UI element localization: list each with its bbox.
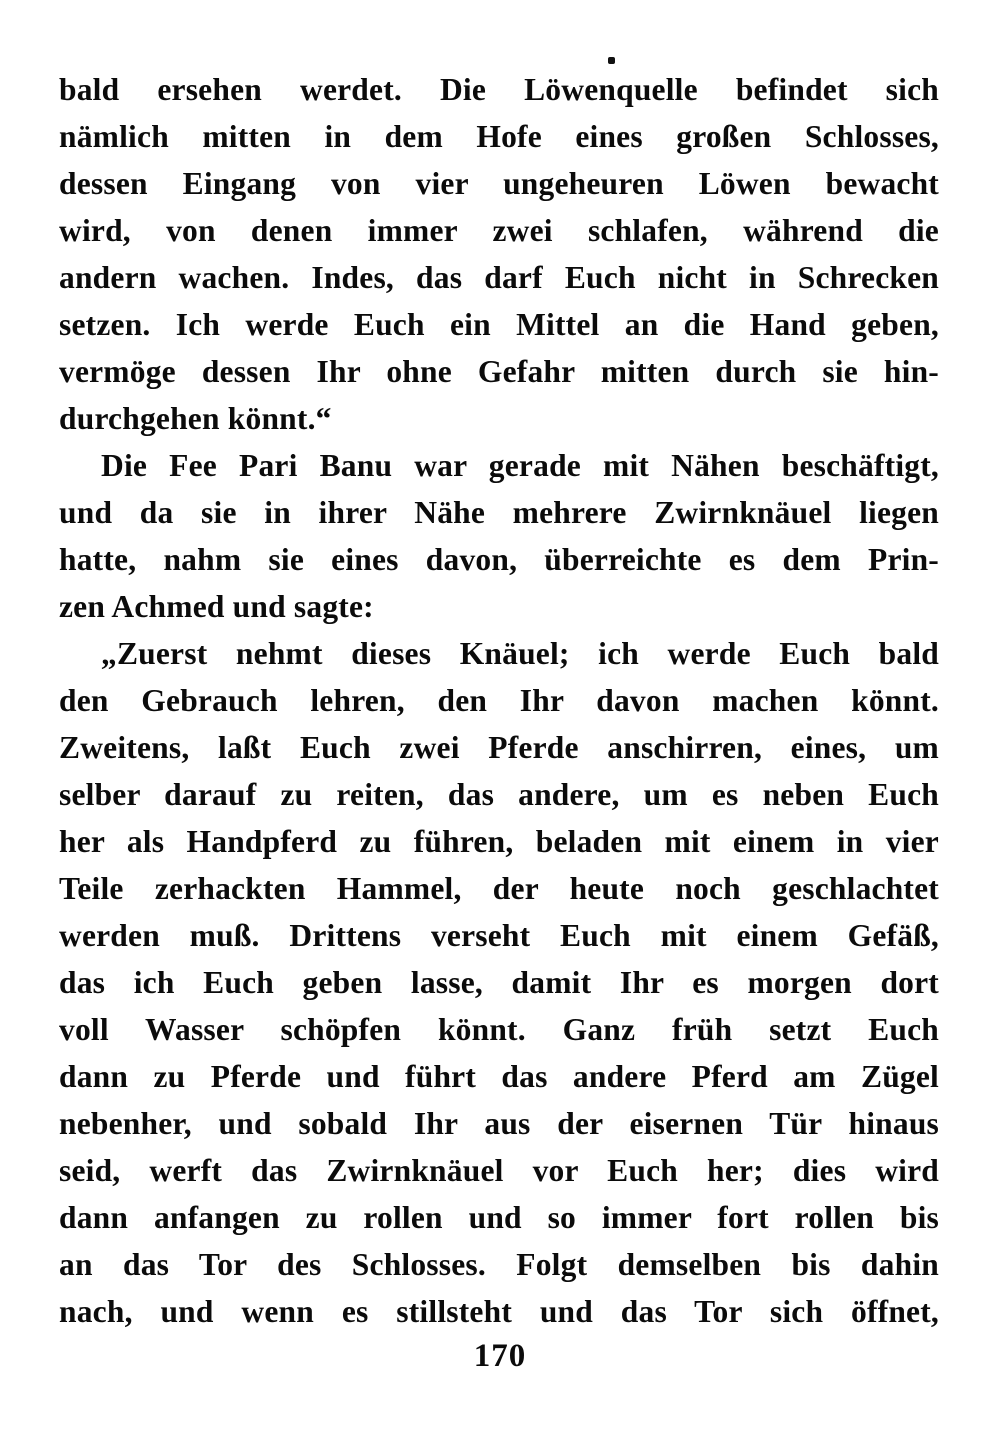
text-line: Zweitens, laßt Euch zwei Pferde anschirren, eines, um [59, 730, 939, 765]
text-line: dann anfangen zu rollen und so immer fort rollen bis [59, 1200, 939, 1235]
text-line: den Gebrauch lehren, den Ihr davon machen könnt. [59, 683, 939, 718]
text-line: das ich Euch geben lasse, damit Ihr es morgen dort [59, 965, 939, 1000]
text-line: Die Fee Pari Banu war gerade mit Nähen beschäftigt, [101, 448, 939, 483]
text-line: zen Achmed und sagte: [59, 589, 374, 624]
text-line: setzen. Ich werde Euch ein Mittel an die Hand geben, [59, 307, 939, 342]
text-line: hatte, nahm sie eines davon, überreichte es dem Prin- [59, 542, 939, 577]
text-line: her als Handpferd zu führen, beladen mit einem in vier [59, 824, 939, 859]
text-line: Teile zerhackten Hammel, der heute noch geschlachtet [59, 871, 939, 906]
text-line: bald ersehen werdet. Die Löwenquelle befindet sich [59, 72, 939, 107]
text-line: dessen Eingang von vier ungeheuren Löwen bewacht [59, 166, 939, 201]
text-line: seid, werft das Zwirnknäuel vor Euch her; dies wird [59, 1153, 939, 1188]
text-block [59, 66, 939, 1335]
text-line: durchgehen könnt.“ [59, 401, 332, 436]
text-line: „Zuerst nehmt dieses Knäuel; ich werde Euch bald [101, 636, 939, 671]
text-line: nämlich mitten in dem Hofe eines großen Schlosses, [59, 119, 939, 154]
text-line: nach, und wenn es stillsteht und das Tor sich öffnet, [59, 1294, 939, 1329]
text-line: wird, von denen immer zwei schlafen, während die [59, 213, 939, 248]
text-line: werden muß. Drittens verseht Euch mit einem Gefäß, [59, 918, 939, 953]
text-line: andern wachen. Indes, das darf Euch nicht in Schrecken [59, 260, 939, 295]
text-line: selber darauf zu reiten, das andere, um es neben Euch [59, 777, 939, 812]
text-line: vermöge dessen Ihr ohne Gefahr mitten durch sie hin- [59, 354, 939, 389]
page-number: 170 [473, 1338, 527, 1374]
ink-speck [608, 57, 615, 64]
text-line: dann zu Pferde und führt das andere Pferd am Zügel [59, 1059, 939, 1094]
text-line: an das Tor des Schlosses. Folgt demselben bis dahin [59, 1247, 939, 1282]
text-line: voll Wasser schöpfen könnt. Ganz früh setzt Euch [59, 1012, 939, 1047]
text-line: und da sie in ihrer Nähe mehrere Zwirnknäuel liegen [59, 495, 939, 530]
text-line: nebenher, und sobald Ihr aus der eisernen Tür hinaus [59, 1106, 939, 1141]
